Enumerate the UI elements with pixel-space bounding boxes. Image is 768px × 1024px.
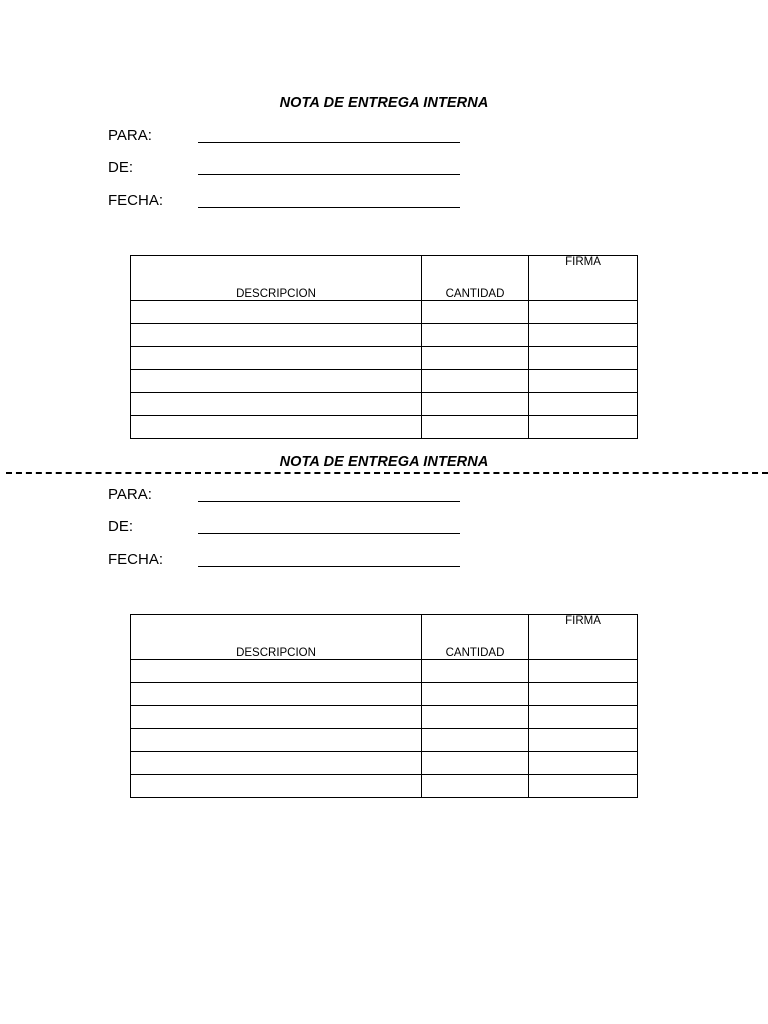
cantidad-cell[interactable] <box>422 752 529 775</box>
descripcion-cell[interactable] <box>131 370 422 393</box>
cantidad-cell[interactable] <box>422 301 529 324</box>
table-row <box>131 301 638 324</box>
table-row <box>131 393 638 416</box>
descripcion-cell[interactable] <box>131 324 422 347</box>
table-header-row <box>131 615 638 660</box>
firma-cell[interactable] <box>529 752 638 775</box>
descripcion-cell[interactable] <box>131 660 422 683</box>
table-row <box>131 775 638 798</box>
table-row <box>131 324 638 347</box>
firma-cell[interactable] <box>529 347 638 370</box>
cantidad-cell[interactable] <box>422 775 529 798</box>
firma-cell[interactable] <box>529 729 638 752</box>
para-blank-line[interactable] <box>198 142 460 143</box>
form-title: NOTA DE ENTREGA INTERNA <box>279 95 489 111</box>
cantidad-cell[interactable] <box>422 416 529 439</box>
header-descripcion: DESCRIPCION <box>131 615 422 660</box>
cantidad-cell[interactable] <box>422 683 529 706</box>
descripcion-cell[interactable] <box>131 706 422 729</box>
cantidad-cell[interactable] <box>422 660 529 683</box>
firma-cell[interactable] <box>529 660 638 683</box>
cantidad-cell[interactable] <box>422 393 529 416</box>
descripcion-cell[interactable] <box>131 683 422 706</box>
header-firma: FIRMA <box>529 256 638 301</box>
table-row <box>131 683 638 706</box>
de-label: DE: <box>108 518 134 535</box>
table-body <box>131 660 638 798</box>
header-cantidad: CANTIDAD <box>422 256 529 301</box>
descripcion-cell[interactable] <box>131 393 422 416</box>
cantidad-cell[interactable] <box>422 324 529 347</box>
fecha-label: FECHA: <box>108 192 164 209</box>
firma-cell[interactable] <box>529 393 638 416</box>
para-label: PARA: <box>108 127 152 144</box>
firma-cell[interactable] <box>529 301 638 324</box>
firma-cell[interactable] <box>529 775 638 798</box>
cantidad-cell[interactable] <box>422 706 529 729</box>
form-title: NOTA DE ENTREGA INTERNA <box>279 454 489 470</box>
fecha-blank-line[interactable] <box>198 566 460 567</box>
header-firma: FIRMA <box>529 615 638 660</box>
table-row <box>131 729 638 752</box>
table-body <box>131 301 638 439</box>
de-blank-line[interactable] <box>198 533 460 534</box>
table-row <box>131 752 638 775</box>
firma-cell[interactable] <box>529 370 638 393</box>
de-blank-line[interactable] <box>198 174 460 175</box>
descripcion-cell[interactable] <box>131 775 422 798</box>
descripcion-cell[interactable] <box>131 416 422 439</box>
table-row <box>131 370 638 393</box>
descripcion-cell[interactable] <box>131 752 422 775</box>
de-label: DE: <box>108 159 134 176</box>
dashed-cut-line <box>6 472 768 474</box>
cantidad-cell[interactable] <box>422 347 529 370</box>
firma-cell[interactable] <box>529 324 638 347</box>
firma-cell[interactable] <box>529 416 638 439</box>
para-label: PARA: <box>108 486 152 503</box>
firma-cell[interactable] <box>529 706 638 729</box>
table-row <box>131 416 638 439</box>
items-table <box>130 614 638 798</box>
cantidad-cell[interactable] <box>422 370 529 393</box>
firma-cell[interactable] <box>529 683 638 706</box>
para-blank-line[interactable] <box>198 501 460 502</box>
header-descripcion: DESCRIPCION <box>131 256 422 301</box>
descripcion-cell[interactable] <box>131 301 422 324</box>
table-row <box>131 347 638 370</box>
cantidad-cell[interactable] <box>422 729 529 752</box>
header-cantidad: CANTIDAD <box>422 615 529 660</box>
descripcion-cell[interactable] <box>131 347 422 370</box>
fecha-label: FECHA: <box>108 551 164 568</box>
table-row <box>131 660 638 683</box>
descripcion-cell[interactable] <box>131 729 422 752</box>
fecha-blank-line[interactable] <box>198 207 460 208</box>
items-table <box>130 255 638 439</box>
table-header-row <box>131 256 638 301</box>
table-row <box>131 706 638 729</box>
